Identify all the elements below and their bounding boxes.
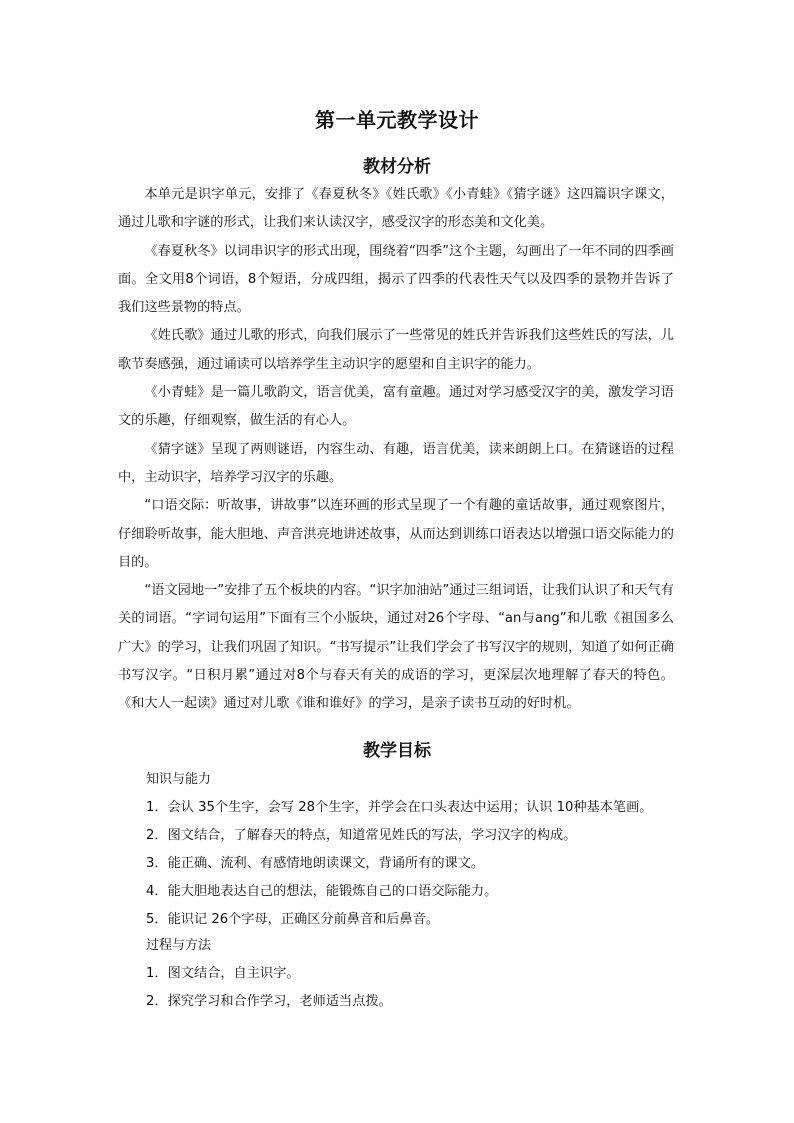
paragraph: 《春夏秋冬》以词串识字的形式出现，围绕着“四季”这个主题，勾画出了一年不同的四季画面。全文用8个词语，8个短语，分成四组，揭示了四季的代表性天气以及四季的景物并告诉了我们这些景物的特点。 <box>118 243 674 316</box>
goal-item: 1．会认 35个生字，会写 28个生字，并学会在口头表达中运用；认识 10种基本笔画。 <box>146 800 653 815</box>
material-analysis-body <box>118 181 674 719</box>
goal-item: 4．能大胆地表达自己的想法，能锻炼自己的口语交际能力。 <box>146 884 498 899</box>
goal-item: 5．能识记 26个字母，正确区分前鼻音和后鼻音。 <box>146 912 440 927</box>
subheading-process-method: 过程与方法 <box>146 938 212 953</box>
subheading-knowledge-ability: 知识与能力 <box>146 772 212 787</box>
section-heading-teaching-goals: 教学目标 <box>363 741 431 761</box>
method-item: 1．图文结合，自主识字。 <box>146 966 300 981</box>
goal-item: 3．能正确、流利、有感情地朗读课文，背诵所有的课文。 <box>146 856 485 871</box>
section-heading-material-analysis: 教材分析 <box>363 157 431 177</box>
paragraph: 《姓氏歌》通过儿歌的形式，向我们展示了一些常见的姓氏并告诉我们这些姓氏的写法，儿歌节奏感强，通过诵读可以培养学生主动识字的愿望和自主识字的能力。 <box>118 328 674 372</box>
method-item: 2．探究学习和合作学习，老师适当点拨。 <box>146 994 392 1009</box>
paragraph: “语文园地一”安排了五个板块的内容。“识字加油站”通过三组词语，让我们认识了和天气有关的词语。“字词句运用”下面有三个小版块，通过对26个字母、“an与ang”和儿歌《祖国多么广大》的学习，让我们巩固了知识。“书写提示”让我们学会了书写汉字的规则，知道了如何正确书写汉字。“日积月累”通过对8个与春天有关的成语的学习，更深层次地理解了春天的特色。《和大人一起读》通过对儿歌《谁和谁好》的学习，是亲子读书互动的好时机。 <box>118 583 674 712</box>
paragraph: 《猜字谜》呈现了两则谜语，内容生动、有趣，语言优美，读来朗朗上口。在猜谜语的过程中，主动识字，培养学习汉字的乐趣。 <box>118 441 674 485</box>
paragraph: 《小青蛙》是一篇儿歌韵文，语言优美，富有童趣。通过对学习感受汉字的美，激发学习语文的乐趣，仔细观察，做生活的有心人。 <box>118 385 674 429</box>
paragraph: “口语交际：听故事，讲故事”以连环画的形式呈现了一个有趣的童话故事，通过观察图片，仔细聆听故事，能大胆地、声音洪亮地讲述故事，从而达到训练口语表达以增强口语交际能力的目的。 <box>118 498 674 570</box>
paragraph: 本单元是识字单元，安排了《春夏秋冬》《姓氏歌》《小青蛙》《猜字谜》这四篇识字课文，通过儿歌和字谜的形式，让我们来认读汉字，感受汉字的形态美和文化美。 <box>118 187 674 231</box>
goal-item: 2．图文结合，了解春天的特点，知道常见姓氏的写法，学习汉字的构成。 <box>146 828 577 843</box>
page-title: 第一单元教学设计 <box>315 108 479 132</box>
